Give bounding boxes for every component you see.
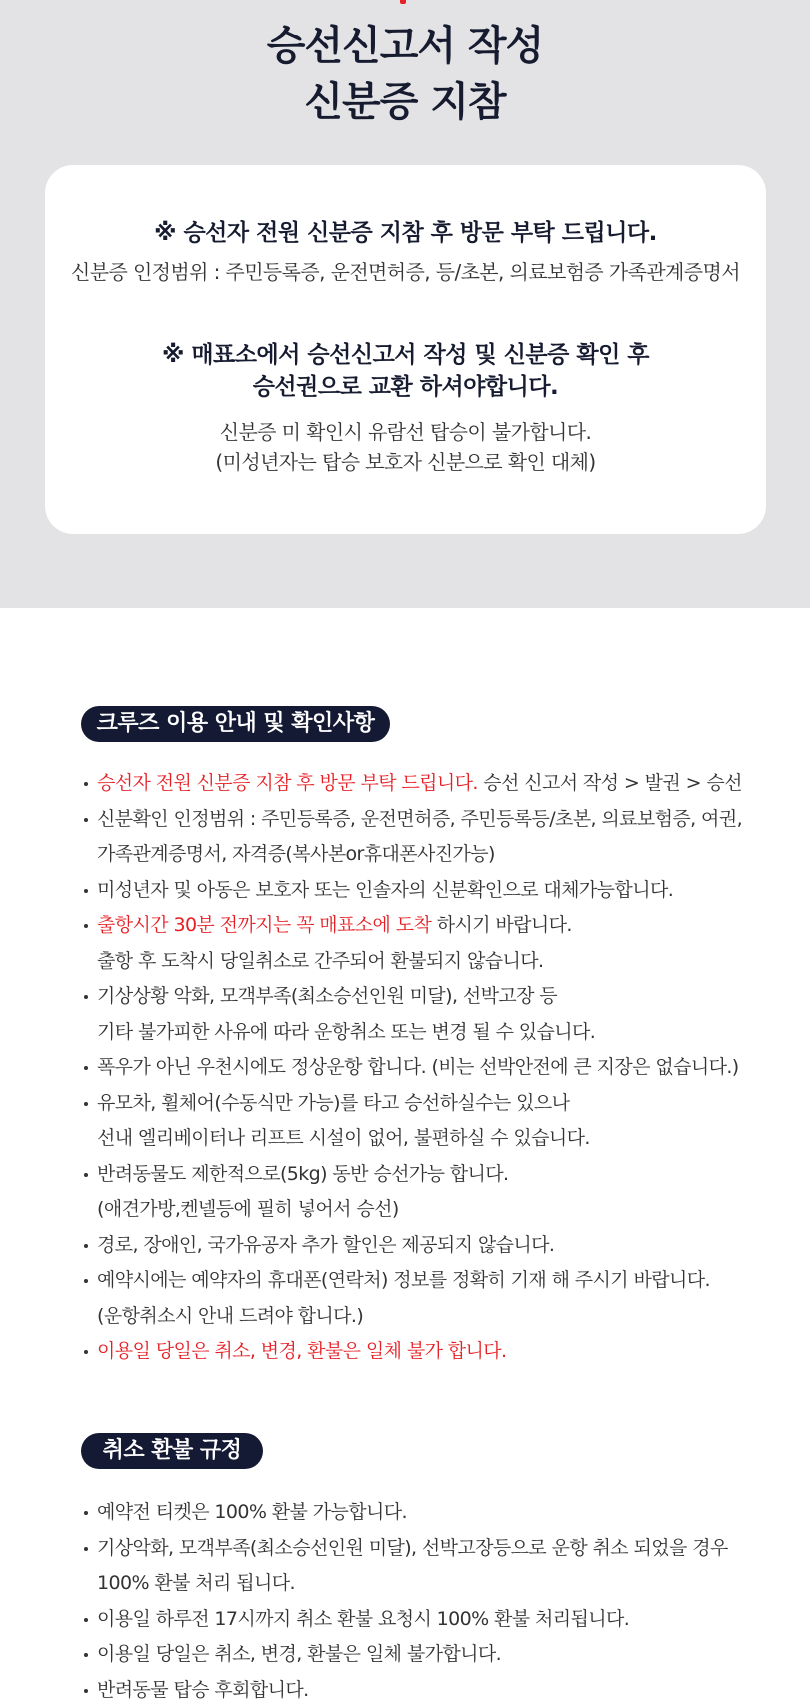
list-item: 기상상황 악화, 모객부족(최소승선인원 미달), 선박고장 등 기타 불가피한 사유에 따라 운항취소 또는 변경 될 수 있습니다. bbox=[82, 979, 782, 1050]
cruise-info-heading: 크루즈 이용 안내 및 확인사항 bbox=[81, 706, 390, 742]
list-item: 신분확인 인정범위 : 주민등록증, 운전면허증, 주민등록등/초본, 의료보험증, 여권, 가족관계증명서, 자격증(복사본or휴대폰사진가능) bbox=[82, 802, 782, 873]
notice-text-id-scope: 신분증 인정범위 : 주민등록증, 운전면허증, 등/초본, 의료보험증 가족관계증명서 bbox=[45, 257, 766, 287]
page-title-line: 신분증 지참 bbox=[0, 74, 810, 130]
cruise-info-list bbox=[82, 766, 782, 1370]
refund-policy-list bbox=[82, 1495, 782, 1708]
list-item: 반려동물 탑승 후회합니다. bbox=[82, 1673, 782, 1708]
refund-policy-heading: 취소 환불 규정 bbox=[81, 1433, 263, 1469]
list-item: 미성년자 및 아동은 보호자 또는 인솔자의 신분확인으로 대체가능합니다. bbox=[82, 873, 782, 909]
notice-heading-ticket-exchange: ※ 매표소에서 승선신고서 작성 및 신분증 확인 후 승선권으로 교환 하셔야합니다. bbox=[45, 339, 766, 403]
list-item: 폭우가 아닌 우천시에도 정상운항 합니다. (비는 선박안전에 큰 지장은 없습니다.) bbox=[82, 1050, 782, 1086]
page-title-line: 승선신고서 작성 bbox=[0, 18, 810, 74]
id-notice-section bbox=[0, 0, 810, 608]
page-title bbox=[0, 18, 810, 130]
list-item: 경로, 장애인, 국가유공자 추가 할인은 제공되지 않습니다. bbox=[82, 1228, 782, 1264]
id-requirement-card bbox=[45, 165, 766, 534]
notice-heading-id-required: ※ 승선자 전원 신분증 지참 후 방문 부탁 드립니다. bbox=[45, 217, 766, 249]
notice-text-boarding: 신분증 미 확인시 유람선 탑승이 불가합니다. (미성년자는 탑승 보호자 신분으로 확인 대체) bbox=[45, 417, 766, 477]
list-item: 유모차, 휠체어(수동식만 가능)를 타고 승선하실수는 있으나 선내 엘리베이터나 리프트 시설이 없어, 불편하실 수 있습니다. bbox=[82, 1086, 782, 1157]
list-item: 이용일 당일은 취소, 변경, 환불은 일체 불가 합니다. bbox=[82, 1334, 782, 1370]
list-item: 기상악화, 모객부족(최소승선인원 미달), 선박고장등으로 운항 취소 되었을 경우 100% 환불 처리 됩니다. bbox=[82, 1531, 782, 1602]
list-item: 승선자 전원 신분증 지참 후 방문 부탁 드립니다. 승선 신고서 작성 > 발권 > 승선 bbox=[82, 766, 782, 802]
list-item: 반려동물도 제한적으로(5kg) 동반 승선가능 합니다. (애견가방,켄넬등에 필히 넣어서 승선) bbox=[82, 1157, 782, 1228]
list-item: 예약전 티켓은 100% 환불 가능합니다. bbox=[82, 1495, 782, 1531]
red-accent-mark bbox=[400, 0, 406, 4]
list-item: 이용일 당일은 취소, 변경, 환불은 일체 불가합니다. bbox=[82, 1637, 782, 1673]
list-item: 예약시에는 예약자의 휴대폰(연락처) 정보를 정확히 기재 해 주시기 바랍니다. (운항취소시 안내 드려야 합니다.) bbox=[82, 1263, 782, 1334]
list-item: 이용일 하루전 17시까지 취소 환불 요청시 100% 환불 처리됩니다. bbox=[82, 1602, 782, 1638]
list-item: 출항시간 30분 전까지는 꼭 매표소에 도착 하시기 바랍니다. 출항 후 도착시 당일취소로 간주되어 환불되지 않습니다. bbox=[82, 908, 782, 979]
